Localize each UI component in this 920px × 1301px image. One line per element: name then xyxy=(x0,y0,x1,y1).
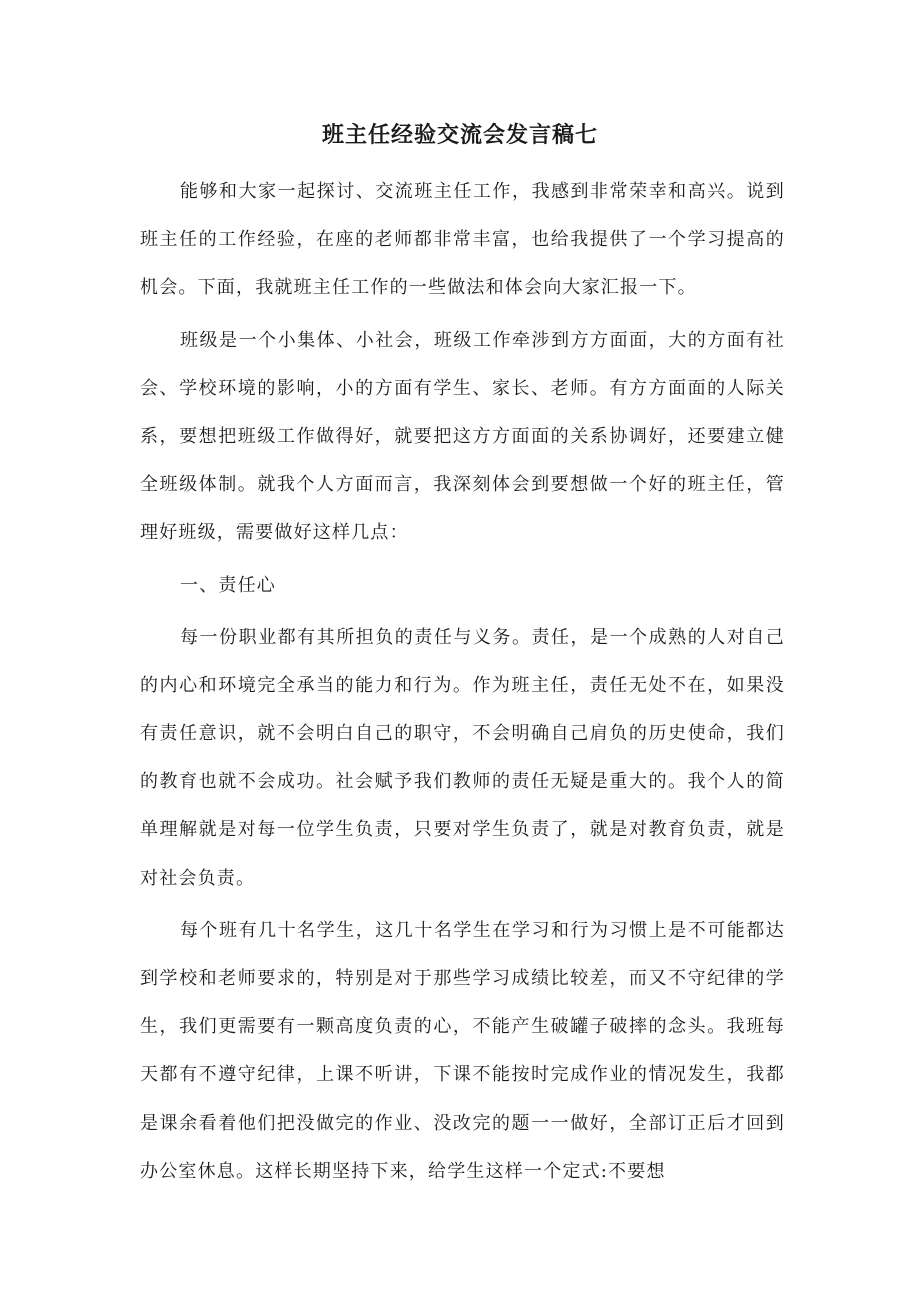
document-body xyxy=(140,168,785,1200)
section-heading-responsibility: 一、责任心 xyxy=(180,574,276,596)
paragraph-intro: 能够和大家一起探讨、交流班主任工作，我感到非常荣幸和高兴。说到班主任的工作经验，在座的老师都非常丰富，也给我提供了一个学习提高的机会。下面，我就班主任工作的一些做法和体会向大家汇报一下。 xyxy=(140,181,785,299)
document-title: 班主任经验交流会发言稿七 xyxy=(321,123,598,148)
paragraph-class-overview: 班级是一个小集体、小社会，班级工作牵涉到方方面面，大的方面有社会、学校环境的影响，小的方面有学生、家长、老师。有方方面面的人际关系，要想把班级工作做得好，就要把这方方面面的关系协调好，还要建立健全班级体制。就我个人方面而言，我深刻体会到要想做一个好的班主任，管理好班级，需要做好这样几点： xyxy=(140,329,785,544)
paragraph-responsibility: 每一份职业都有其所担负的责任与义务。责任，是一个成熟的人对自己的内心和环境完全承当的能力和行为。作为班主任，责任无处不在，如果没有责任意识，就不会明白自己的职守，不会明确自己肩负的历史使命，我们的教育也就不会成功。社会赋予我们教师的责任无疑是重大的。我个人的简单理解就是对每一位学生负责，只要对学生负责了，就是对教育负责，就是对社会负责。 xyxy=(140,626,785,889)
paragraph-students: 每个班有几十名学生，这几十名学生在学习和行为习惯上是不可能都达到学校和老师要求的，特别是对于那些学习成绩比较差，而又不守纪律的学生，我们更需要有一颗高度负责的心，不能产生破罐子破摔的念头。我班每天都有不遵守纪律，上课不听讲，下课不能按时完成作业的情况发生，我都是课余看着他们把没做完的作业、没改完的题一一做好，全部订正后才回到办公室休息。这样长期坚持下来，给学生这样一个定式:不要想 xyxy=(140,919,785,1182)
